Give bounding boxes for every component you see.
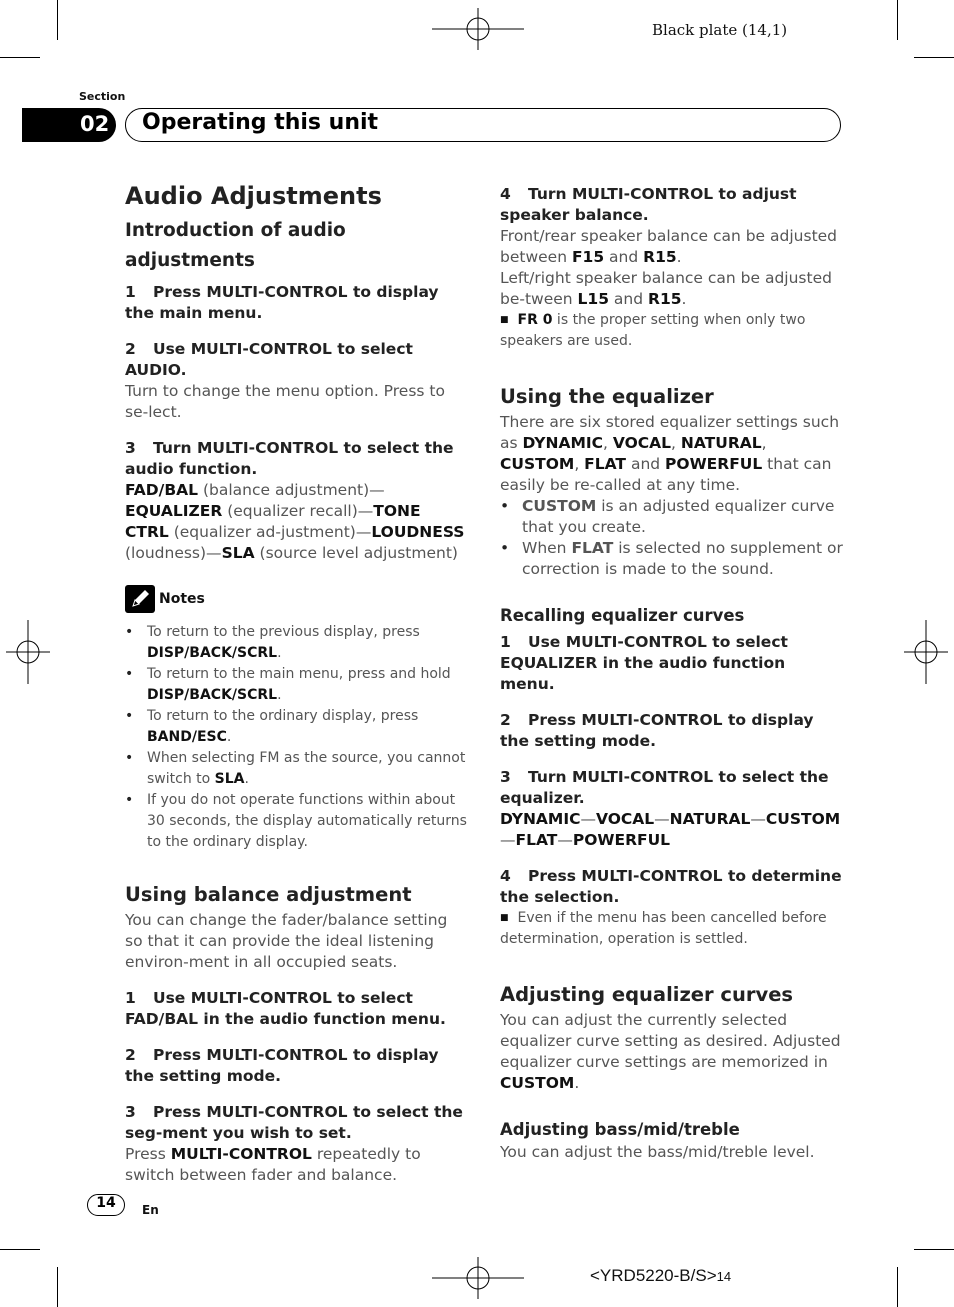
registration-mark-icon [432,8,524,50]
equalizer-intro: There are six stored equalizer settings such as DYNAMIC, VOCAL, NATURAL, CUSTOM, FLAT and POWERFUL that can easily be re-called at any time. [500,413,840,494]
crop-mark [897,0,898,40]
right-column [500,184,844,1163]
crop-mark [57,0,58,40]
equalizer-bullet: • When FLAT is selected no supplement or correction is made to the sound. [500,538,844,580]
pencil-icon [125,585,155,613]
balance-step-4: 4 Turn MULTI-CONTROL to adjust speaker balance. [500,185,797,224]
intro-heading: Introduction of audio adjustments [125,220,346,271]
note-item: • If you do not operate functions within about 30 seconds, the display automatically returns to the ordinary display. [125,790,469,853]
balance-step-2: 2 Press MULTI-CONTROL to display the setting mode. [125,1046,439,1085]
fr0-note: ■ FR 0 is the proper setting when only two speakers are used. [500,312,806,349]
note-item: • To return to the ordinary display, press BAND/ESC. [125,706,469,748]
intro-step-1: 1 Press MULTI-CONTROL to display the main menu. [125,283,439,322]
language-label: En [142,1203,159,1217]
recall-step-3: 3 Turn MULTI-CONTROL to select the equalizer. [500,768,829,807]
square-bullet-icon: ■ [500,913,509,923]
recall-heading: Recalling equalizer curves [500,606,745,625]
recall-step-1: 1 Use MULTI-CONTROL to select EQUALIZER in the audio function menu. [500,633,788,693]
balance-step-3: 3 Press MULTI-CONTROL to select the seg-ment you wish to set. [125,1103,463,1142]
registration-mark-icon [6,620,50,684]
audio-function-sequence: FAD/BAL (balance adjustment)—EQUALIZER (equalizer recall)—TONE CTRL (equalizer ad-justment)—LOUDNESS (loudness)—SLA (source level adjustment) [125,481,465,562]
crop-mark [914,57,954,58]
registration-mark-icon [904,620,948,684]
recall-step-2: 2 Press MULTI-CONTROL to display the setting mode. [500,711,814,750]
crop-mark [0,57,40,58]
adjust-body: You can adjust the currently selected equalizer curve setting as desired. Adjusted equalizer curve settings are memorized in CUSTOM. [500,1011,841,1092]
registration-mark-icon [432,1257,524,1299]
bass-mid-treble-heading: Adjusting bass/mid/treble [500,1120,740,1139]
adjust-heading: Adjusting equalizer curves [500,983,794,1006]
left-right-text: Left/right speaker balance can be adjusted be-tween L15 and R15. [500,269,832,308]
equalizer-heading: Using the equalizer [500,385,714,408]
page-title: Audio Adjustments [125,182,382,210]
equalizer-sequence: DYNAMIC—VOCAL—NATURAL—CUSTOM —FLAT—POWERFUL [500,810,841,849]
section-label: Section [79,90,126,103]
notes-title: Notes [159,591,205,607]
plate-label: Black plate (14,1) [652,21,788,39]
page-number: 14 [96,1195,116,1211]
left-column [125,182,469,1186]
crop-mark [0,1249,40,1250]
balance-heading: Using balance adjustment [125,883,412,906]
note-item: • When selecting FM as the source, you cannot switch to SLA. [125,748,469,790]
balance-step-3-body: Press MULTI-CONTROL repeatedly to switch between fader and balance. [125,1145,421,1184]
balance-body: You can change the fader/balance setting so that it can provide the ideal listening environ-ment in all occupied seats. [125,911,448,971]
section-number: 02 [80,112,110,136]
crop-mark [897,1267,898,1307]
recall-note: ■ Even if the menu has been cancelled before determination, operation is settled. [500,910,827,947]
bass-mid-treble-body: You can adjust the bass/mid/treble level. [500,1143,815,1161]
front-rear-text: Front/rear speaker balance can be adjusted between F15 and R15. [500,227,838,266]
balance-step-1: 1 Use MULTI-CONTROL to select FAD/BAL in the audio function menu. [125,989,446,1028]
note-item: • To return to the main menu, press and hold DISP/BACK/SCRL. [125,664,469,706]
recall-step-4: 4 Press MULTI-CONTROL to determine the selection. [500,867,842,906]
note-item: • To return to the previous display, press DISP/BACK/SCRL. [125,622,469,664]
intro-step-2-body: Turn to change the menu option. Press to se-lect. [125,382,445,421]
crop-mark [914,1249,954,1250]
notes-header [125,584,469,614]
model-code: <YRD5220-B/S>14 [590,1266,732,1285]
square-bullet-icon: ■ [500,315,509,325]
section-title: Operating this unit [142,110,379,135]
intro-step-3: 3 Turn MULTI-CONTROL to select the audio function. [125,439,454,478]
intro-step-2: 2 Use MULTI-CONTROL to select AUDIO. [125,340,413,379]
equalizer-bullet: • CUSTOM is an adjusted equalizer curve that you create. [500,496,844,538]
crop-mark [57,1267,58,1307]
